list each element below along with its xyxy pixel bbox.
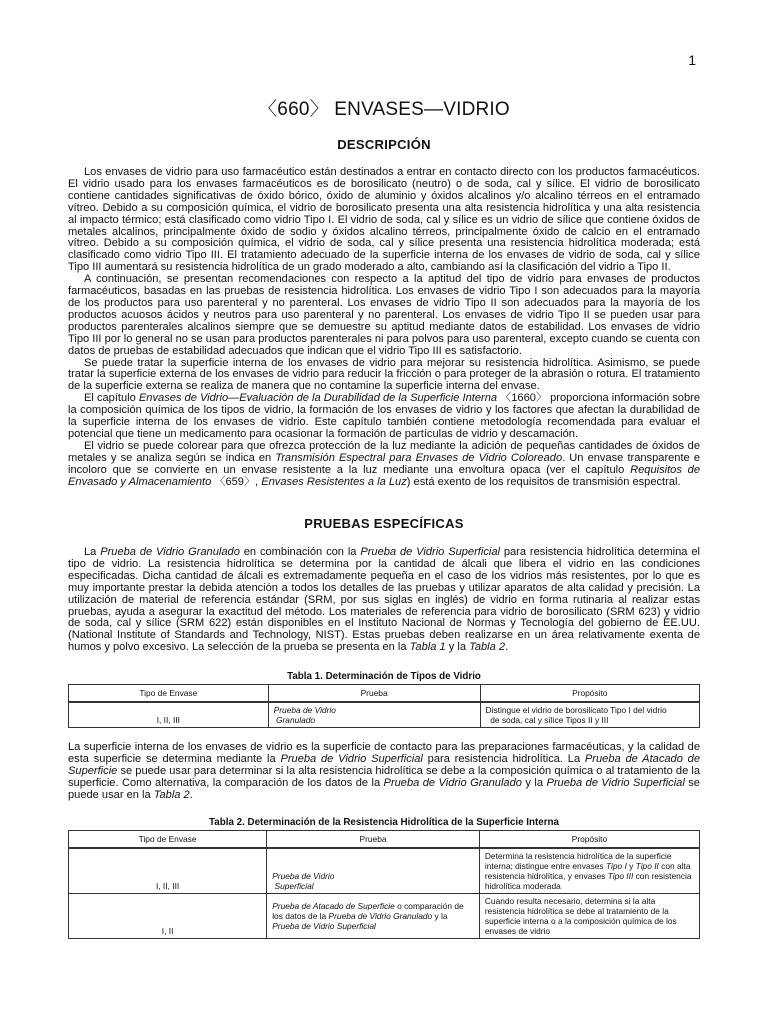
paragraph: Los envases de vidrio para uso farmacéutico están destinados a entrar en contacto directo con los productos farmacéuticos. El vidrio usado para los envases farmacéuticos es de borosilicato (neutro) o de soda, cal y sílice. El vidrio de borosilicato contiene cantidades significativas de óxido bórico, óxido de aluminio y óxidos alcalinos y/o alcalino térreos en el entramado vítreo. Debido a su composición química, el vidrio de borosilicato presenta una alta resistencia hidrolítica y una alta resistencia al impacto térmico; está clasificado como vidrio Tipo I. El vidrio de soda, cal y sílice es un vidrio de sílice que contiene óxidos de metales alcalinos, principalmente óxido de sodio y óxidos alcalino térreos, principalmente óxido de calcio en el entramado vítreo. Debido a su composición química, el vidrio de soda, cal y sílice presenta una resistencia hidrolítica moderada; está clasificado como vidrio Tipo III. El tratamiento adecuado de la superficie interna de los envases de vidrio de soda, cal y sílice Tipo III aumentará su resistencia hidrolítica de un grado moderado a alto, cambiando así la clasificación del vidrio a Tipo II. [68, 166, 700, 274]
table-header: Prueba [268, 685, 480, 703]
paragraph: Se puede tratar la superficie interna de los envases de vidrio para mejorar su resistencia hidrolítica. Asimismo, se puede tratar la superficie externa de los envases de vidrio para reducir la fricción o para proteger de la abrasión o rotura. El tratamiento de la superficie externa se realiza de manera que no contamine la superficie interna del envase. [68, 356, 700, 393]
table1 [68, 684, 700, 728]
page-title: 〈660〉 ENVASES—VIDRIO [258, 99, 510, 120]
table-cell: Prueba de Vidrio Granulado [268, 702, 480, 728]
paragraph: El capítulo Envases de Vidrio—Evaluación de la Durabilidad de la Superficie Interna 〈1660〉 proporciona información sobre la composición química de los tipos de vidrio, la formación de los envases de vidrio y los factores que afectan la durabilidad de la superficie interna de los envases de vidrio. Este capítulo también contiene metodología recomendada para evaluar el potencial que tiene un medicamento para ocasionar la formación de partículas de vidrio y descamación. [68, 392, 700, 440]
pruebas-body [68, 547, 700, 654]
table-cell: Prueba de Vidrio Superficial [267, 848, 480, 894]
table1-caption: Tabla 1. Determinación de Tipos de Vidrio [287, 671, 481, 682]
section-heading-descripcion: DESCRIPCIÓN [337, 137, 431, 152]
table-cell: I, II, III [69, 848, 267, 894]
table-row [69, 894, 700, 939]
table2 [68, 830, 700, 939]
paragraph: La Prueba de Vidrio Granulado en combinación con la Prueba de Vidrio Superficial para resistencia hidrolítica determina el tipo de vidrio. La resistencia hidrolítica se determina por la cantidad de álcali que libera el vidrio en las condiciones especificadas. Dicha cantidad de álcali es extremadamente pequeña en el caso de los vidrios más resistentes, por lo que es muy importante prestar la debida atención a todos los detalles de las pruebas y utilizar aparatos de alta calidad y precisión. La utilización de material de referencia estándar (SRM, por sus siglas en inglés) de vidrio en forma rutinaria al realizar estas pruebas, ayuda a asegurar la exactitud del método. Los materiales de referencia para vidrio de borosilicato (SRM 623) y vidrio de soda, cal y sílice (SRM 622) están disponibles en el Instituto Nacional de Normas y Tecnología del gobierno de EE.UU. (National Institute of Standards and Technology, NIST). Estas pruebas deben realizarse en un área relativamente exenta de humos y polvo excesivo. La selección de la prueba se presenta en la Tabla 1 y la Tabla 2. [68, 546, 700, 654]
table-row [69, 848, 700, 894]
table-header: Tipo de Envase [69, 831, 267, 849]
table-header: Propósito [479, 831, 699, 849]
table-cell: I, II [69, 894, 267, 939]
descripcion-body [68, 167, 700, 488]
section-heading-pruebas: PRUEBAS ESPECÍFICAS [304, 516, 464, 531]
table-row [69, 702, 700, 728]
table-header: Propósito [480, 685, 699, 703]
table-cell: Cuando resulta necesario, determina si la alta resistencia hidrolítica se debe al tratamiento de la superficie interna o a la composición química de los envases de vidrio [479, 894, 699, 939]
page-number: 1 [688, 52, 696, 68]
table-cell: Distingue el vidrio de borosilicato Tipo I del vidrio de soda, cal y sílice Tipos II y III [480, 702, 699, 728]
table-cell: Prueba de Atacado de Superficie o comparación de los datos de la Prueba de Vidrio Granulado y la Prueba de Vidrio Superficial [267, 894, 480, 939]
table-header: Prueba [267, 831, 480, 849]
table-header: Tipo de Envase [69, 685, 269, 703]
paragraph: La superficie interna de los envases de vidrio es la superficie de contacto para las preparaciones farmacéuticas, y la calidad de esta superficie se determina mediante la Prueba de Vidrio Superficial para resistencia hidrolítica. La Prueba de Atacado de Superficie se puede usar para determinar si la alta resistencia hidrolítica se debe a la composición química o al tratamiento de la superficie. Como alternativa, la comparación de los datos de la Prueba de Vidrio Granulado y la Prueba de Vidrio Superficial se puede usar en la Tabla 2. [68, 741, 700, 801]
paragraph: A continuación, se presentan recomendaciones con respecto a la aptitud del tipo de vidrio para envases de productos farmacéuticos, basadas en las pruebas de resistencia hidrolítica. Los envases de vidrio Tipo I son adecuados para la mayoría de los productos para uso parenteral y no parenteral. Los envases de vidrio Tipo II son adecuados para la mayoría de los productos acuosos ácidos y neutros para uso parenteral y no parenteral. Los envases de vidrio Tipo II se pueden usar para productos parenterales alcalinos siempre que se demuestre su aptitud mediante datos de estabilidad. Los envases de vidrio Tipo III por lo general no se usan para productos parenterales ni para polvos para uso parenteral, excepto cuando se cuenta con datos de pruebas de estabilidad adecuados que indican que el vidrio Tipo III es satisfactorio. [68, 273, 700, 357]
table2-caption: Tabla 2. Determinación de la Resistencia Hidrolítica de la Superficie Interna [209, 817, 559, 828]
table-cell: Determina la resistencia hidrolítica de la superficie interna; distingue entre envases Tipo I y Tipo II con alta resistencia hidrolítica, y envases Tipo III con resistencia hidrolítica moderada [479, 848, 699, 894]
table-cell: I, II, III [69, 702, 269, 728]
paragraph: El vidrio se puede colorear para que ofrezca protección de la luz mediante la adición de pequeñas cantidades de óxidos de metales y se analiza según se indica en Transmisión Espectral para Envases de Vidrio Coloreado. Un envase transparente e incoloro que se convierte en un envase resistente a la luz mediante una envoltura opaca (ver el capítulo Requisitos de Envasado y Almacenamiento 〈659〉, Envases Resistentes a la Luz) está exento de los requisitos de transmisión espectral. [68, 439, 700, 488]
pruebas-body-2 [68, 742, 700, 802]
